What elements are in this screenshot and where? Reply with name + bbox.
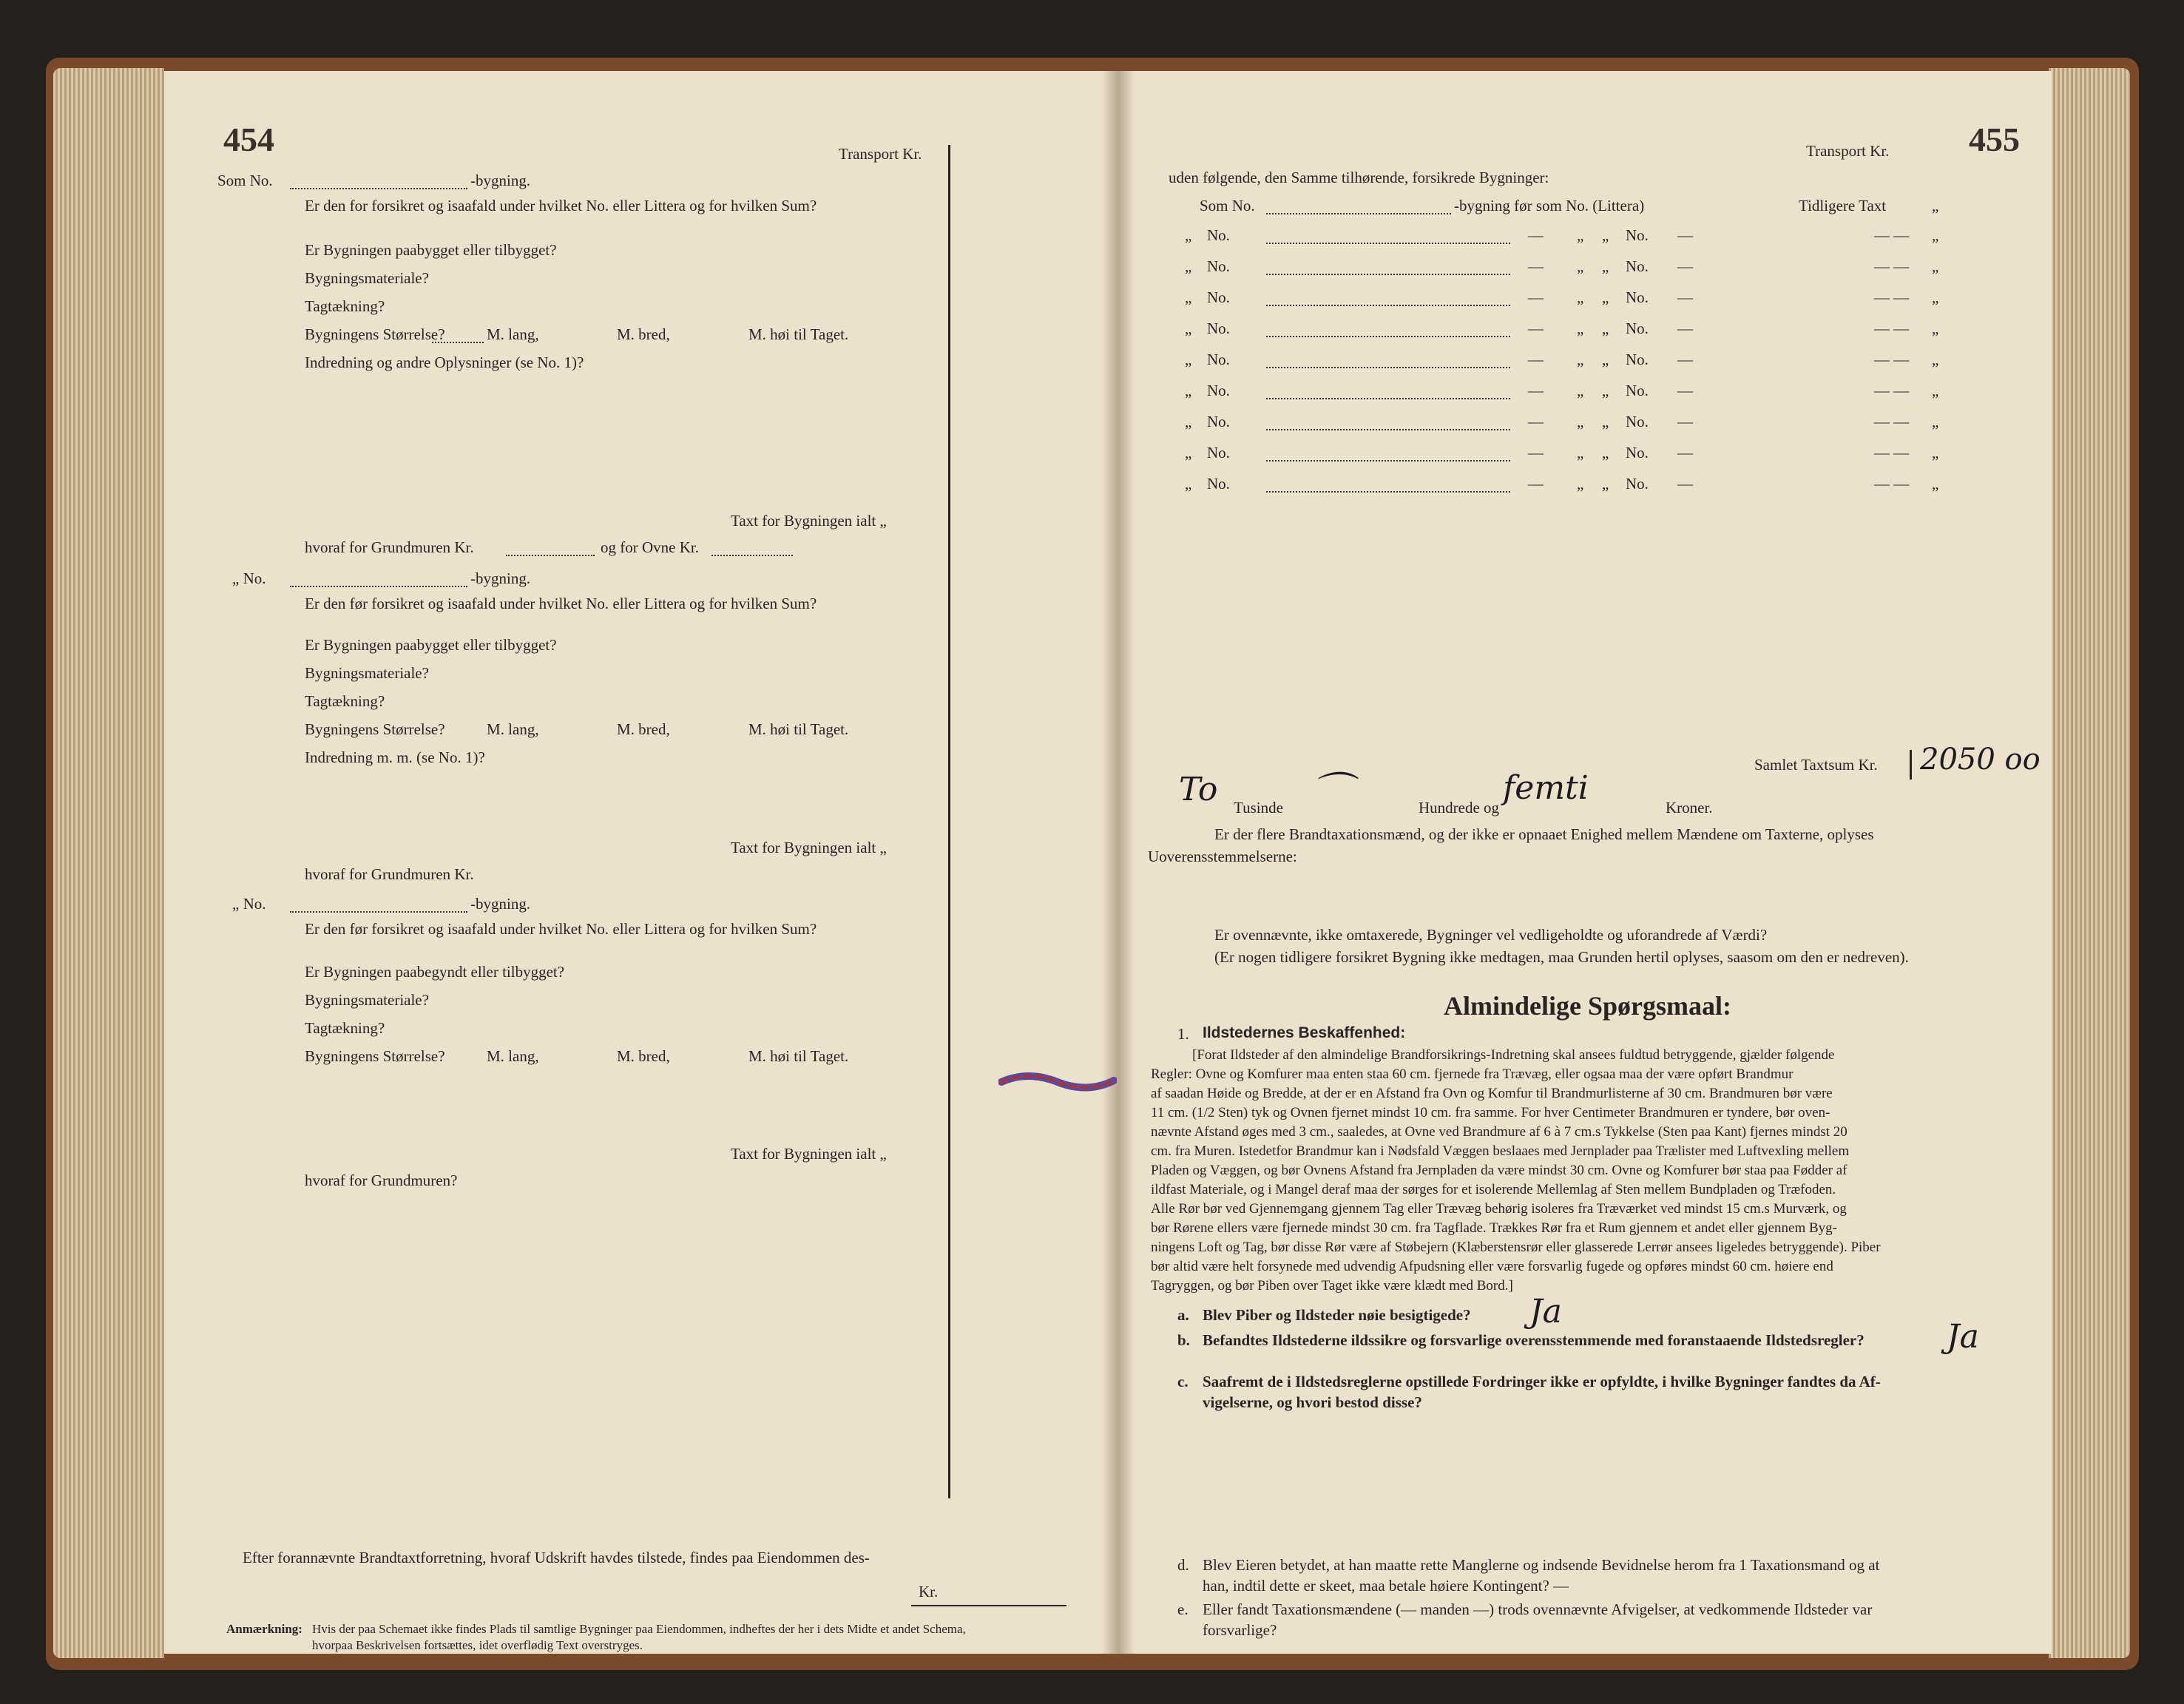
table-head-bygning: -bygning før som No. (Littera): [1454, 197, 1645, 214]
table-cell-d3: „: [1602, 288, 1609, 306]
table-head-som: Som No.: [1200, 197, 1255, 214]
grundmuren-label: hvoraf for Grundmuren?: [305, 1172, 458, 1189]
question-d-text: Blev Eieren betydet, at han maatte rette Manglerne og indsende Bevidnelse herom fra 1 Taxationsmand og at: [1203, 1556, 1880, 1574]
table-cell-d3: „: [1602, 226, 1609, 244]
regler-line: cm. fra Muren. Istedetfor Brandmur kan i Nødsfald Væggen beslaaes med Jernplader paa Trælister med Luftvexling mellem: [1151, 1143, 1850, 1159]
table-cell-d5: — —: [1874, 444, 1910, 462]
samlet-amount: 2050 oo: [1920, 743, 2041, 777]
table-cell-d4: —: [1677, 413, 1693, 430]
measure-bred: M. bred,: [617, 1047, 670, 1065]
table-cell-d2: „: [1577, 351, 1584, 368]
table-cell-d1: —: [1528, 444, 1544, 462]
grundmuren-label: hvoraf for Grundmuren Kr.: [305, 865, 474, 883]
regler-line: af saadan Høide og Bredde, at der er en Afstand fra Ovn og Komfur til Brandmurlisterne af 30 cm. Brandmuren bør være: [1151, 1086, 1833, 1101]
question-e-text-2: forsvarlige?: [1203, 1621, 1277, 1639]
measure-hoi: M. høi til Taget.: [748, 720, 849, 738]
ovennaevnte-text: Er ovennævnte, ikke omtaxerede, Bygninger vel vedligeholdte og uforandrede af Værdi?: [1214, 926, 1768, 944]
flere-text: Er der flere Brandtaxationsmænd, og der ikke er opnaaet Enighed mellem Mændene om Taxterne, oplyses: [1214, 825, 1874, 843]
table-cell-d1: —: [1528, 226, 1544, 244]
table-cell-end: „: [1932, 413, 1939, 430]
table-cell-no2: No.: [1626, 444, 1649, 462]
section-number: 1.: [1177, 1025, 1189, 1043]
table-cell-end: „: [1932, 475, 1939, 493]
bygning-label: -bygning.: [470, 895, 531, 913]
table-cell-d4: —: [1677, 351, 1693, 368]
question-forsikret: Er den før forsikret og isaafald under hvilket No. eller Littera og for hvilken Sum?: [305, 920, 817, 938]
table-cell-no2: No.: [1626, 382, 1649, 399]
table-cell-no: No.: [1207, 351, 1230, 368]
table-cell-d3: „: [1602, 382, 1609, 399]
intro-text: uden følgende, den Samme tilhørende, forsikrede Bygninger:: [1169, 169, 1549, 186]
table-cell-end: „: [1932, 382, 1939, 399]
question-d-label: d.: [1177, 1556, 1189, 1574]
measure-lang: M. lang,: [487, 720, 539, 738]
table-cell-end: „: [1932, 320, 1939, 337]
table-cell-d2: „: [1577, 413, 1584, 430]
bygning-label: -bygning.: [470, 172, 531, 189]
bygning-label: -bygning.: [470, 569, 531, 587]
table-cell-q: „: [1185, 444, 1192, 462]
regler-line: 11 cm. (1/2 Sten) tyk og Ovnen fjernet mindst 10 cm. fra samme. For hver Centimeter Brandmuren er tyndere, bør oven-: [1151, 1105, 1830, 1120]
question-forsikret: Er den før forsikret og isaafald under hvilket No. eller Littera og for hvilken Sum?: [305, 595, 817, 612]
measure-bred: M. bred,: [617, 325, 670, 343]
table-cell-no: No.: [1207, 257, 1230, 275]
table-cell-d1: —: [1528, 475, 1544, 493]
field-line: [1266, 429, 1510, 430]
question-tag: Tagtækning?: [305, 692, 385, 710]
table-cell-d5: — —: [1874, 320, 1910, 337]
answer-b: Ja: [1947, 1318, 1979, 1356]
kroner-label: Kroner.: [1666, 799, 1713, 816]
field-line: [1266, 274, 1510, 275]
question-materiale: Bygningsmateriale?: [305, 664, 429, 682]
right-page: [1118, 71, 2052, 1654]
bookmark-thread: [998, 1069, 1117, 1095]
taxt-line: Taxt for Bygningen ialt „: [731, 512, 887, 530]
table-cell-end: „: [1932, 226, 1939, 244]
table-cell-q: „: [1185, 257, 1192, 275]
transport-label-left: Transport Kr.: [839, 145, 922, 163]
table-cell-d5: — —: [1874, 475, 1910, 493]
measure-hoi: M. høi til Taget.: [748, 1047, 849, 1065]
table-cell-no2: No.: [1626, 257, 1649, 275]
table-cell-d4: —: [1677, 444, 1693, 462]
table-cell-d1: —: [1528, 382, 1544, 399]
regler-line: [Forat Ildsteder af den almindelige Brandforsikrings-Indretning skal ansees fuldtud betryggende, gjælder følgende: [1192, 1047, 1835, 1063]
table-cell-end: „: [1932, 444, 1939, 462]
question-e-text: Eller fandt Taxationsmændene (— manden —) trods ovennævnte Afvigelser, at vedkommende Ildsteder var: [1203, 1600, 1873, 1618]
table-cell-d2: „: [1577, 288, 1584, 306]
som-no-label: „ No.: [232, 569, 266, 587]
table-cell-no2: No.: [1626, 351, 1649, 368]
table-cell-d2: „: [1577, 444, 1584, 462]
ovennaevnte-text-2: (Er nogen tidligere forsikret Bygning ikke medtagen, maa Grunden hertil oplyses, saasom om den er nedreven).: [1214, 948, 1909, 966]
table-cell-no2: No.: [1626, 413, 1649, 430]
table-cell-d4: —: [1677, 320, 1693, 337]
footer-kr: Kr.: [919, 1583, 939, 1600]
question-c-text-2: vigelserne, og hvori bestod disse?: [1203, 1393, 1422, 1411]
table-cell-d5: — —: [1874, 226, 1910, 244]
table-cell-no2: No.: [1626, 475, 1649, 493]
som-no-label: Som No.: [217, 172, 273, 189]
question-storrelse: Bygningens Størrelse?: [305, 1047, 445, 1065]
hundrede-label: Hundrede og: [1419, 799, 1500, 816]
regler-line: Regler: Ovne og Komfurer maa enten staa 60 cm. fjernede fra Trævæg, eller ogsaa maa der være opført Brandmur: [1151, 1066, 1793, 1082]
regler-paragraph: [1151, 1046, 2031, 1296]
table-cell-q: „: [1185, 382, 1192, 399]
regler-line: Tagryggen, og bør Piben over Taget ikke være klædt med Bord.]: [1151, 1278, 1513, 1294]
measure-lang: M. lang,: [487, 325, 539, 343]
question-paabygget: Er Bygningen paabygget eller tilbygget?: [305, 241, 557, 259]
question-paabygget: Er Bygningen paabygget eller tilbygget?: [305, 636, 557, 654]
page-edges-right: [2049, 68, 2130, 1658]
table-cell-end: „: [1932, 288, 1939, 306]
table-cell-d1: —: [1528, 413, 1544, 430]
field-line: [1266, 398, 1510, 399]
question-storrelse: Bygningens Størrelse?: [305, 720, 445, 738]
table-cell-q: „: [1185, 475, 1192, 493]
table-cell-d5: — —: [1874, 351, 1910, 368]
section-heading: Almindelige Spørgsmaal:: [1444, 991, 1732, 1021]
question-storrelse: Bygningens Størrelse?: [305, 325, 445, 343]
book-spine: [1102, 71, 1135, 1654]
table-cell-d3: „: [1602, 475, 1609, 493]
table-cell-d3: „: [1602, 320, 1609, 337]
table-cell-d1: —: [1528, 288, 1544, 306]
table-cell-d5: — —: [1874, 413, 1910, 430]
question-tag: Tagtækning?: [305, 1019, 385, 1037]
field-line: [432, 342, 484, 343]
field-line: [711, 555, 793, 556]
taxt-line: Taxt for Bygningen ialt „: [731, 839, 887, 856]
page-number-left: 454: [223, 121, 274, 158]
question-a-text: Blev Piber og Ildsteder nøie besigtigede?: [1203, 1306, 1471, 1324]
table-cell-d2: „: [1577, 382, 1584, 399]
answer-a: Ja: [1529, 1293, 1562, 1331]
section-title: Ildstedernes Beskaffenhed:: [1203, 1024, 1406, 1041]
transport-label-right: Transport Kr.: [1806, 142, 1890, 160]
question-forsikret: Er den for forsikret og isaafald under hvilket No. eller Littera og for hvilken Sum?: [305, 197, 817, 214]
table-cell-d3: „: [1602, 413, 1609, 430]
question-paabygget: Er Bygningen paabegyndt eller tilbygget?: [305, 963, 565, 981]
grundmuren-label: hvoraf for Grundmuren Kr.: [305, 538, 474, 556]
table-head-tidligere: Tidligere Taxt: [1799, 197, 1887, 214]
handwritten-dash: ⌒: [1311, 769, 1352, 817]
flere-text-2: Uoverensstemmelserne:: [1148, 848, 1297, 865]
samlet-label: Samlet Taxtsum Kr.: [1754, 756, 1878, 774]
table-cell-q: „: [1185, 413, 1192, 430]
table-cell-d1: —: [1528, 351, 1544, 368]
regler-line: bør altid være helt forsynede med udvendig Afpudsning eller være forsvarlig fugede og opføres mindst 60 cm. høiere end: [1151, 1259, 1833, 1274]
table-cell-no: No.: [1207, 226, 1230, 244]
field-line: [1266, 336, 1510, 337]
table-cell-d5: — —: [1874, 288, 1910, 306]
field-line: [290, 188, 467, 189]
field-line: [290, 911, 467, 913]
field-line: [1266, 213, 1451, 214]
table-cell-d2: „: [1577, 257, 1584, 275]
table-cell-d4: —: [1677, 475, 1693, 493]
table-cell-no2: No.: [1626, 226, 1649, 244]
field-line: [290, 586, 467, 587]
table-cell-d2: „: [1577, 320, 1584, 337]
table-cell-q: „: [1185, 320, 1192, 337]
question-b-label: b.: [1177, 1331, 1190, 1349]
amount-column-rule: [948, 145, 950, 1498]
page-edges-left: [53, 68, 164, 1658]
som-no-label: „ No.: [232, 895, 266, 913]
anmaerkning-text-2: hvorpaa Beskrivelsen fortsættes, idet overflødig Text overstryges.: [312, 1638, 643, 1652]
regler-line: Alle Rør bør ved Gjennemgang gjennem Tag eller Trævæg behørig isoleres fra Træværket ved mindst 15 cm.s Murværk, og: [1151, 1201, 1847, 1217]
anmaerkning-text: Hvis der paa Schemaet ikke findes Plads til samtlige Bygninger paa Eiendommen, indheftes der her i dets Midte et andet Schema,: [312, 1622, 966, 1636]
measure-bred: M. bred,: [617, 720, 670, 738]
field-line: [506, 555, 595, 556]
table-cell-d1: —: [1528, 320, 1544, 337]
table-cell-d1: —: [1528, 257, 1544, 275]
question-materiale: Bygningsmateriale?: [305, 269, 429, 287]
field-line: [1266, 367, 1510, 368]
table-cell-end: „: [1932, 351, 1939, 368]
regler-line: bør Rørene ellers være fjernede mindst 30 cm. fra Tagflade. Trækkes Rør fra et Rum gjennem et andet eller gjennem Byg-: [1151, 1220, 1838, 1236]
question-tag: Tagtækning?: [305, 297, 385, 315]
table-cell-no: No.: [1207, 320, 1230, 337]
handwritten-femti: femti: [1503, 769, 1589, 807]
table-cell-no2: No.: [1626, 320, 1649, 337]
table-cell-d4: —: [1677, 257, 1693, 275]
page-number-right: 455: [1969, 121, 2020, 158]
table-cell-q: „: [1185, 351, 1192, 368]
taxt-line: Taxt for Bygningen ialt „: [731, 1145, 887, 1163]
table-cell-no: No.: [1207, 288, 1230, 306]
table-cell-d5: — —: [1874, 257, 1910, 275]
question-c-label: c.: [1177, 1373, 1189, 1390]
question-a-label: a.: [1177, 1306, 1189, 1324]
question-b-text: Befandtes Ildstederne ildssikre og forsvarlige overensstemmende med foranstaaende Ildstedsregler?: [1203, 1331, 1864, 1349]
table-cell-q: „: [1185, 226, 1192, 244]
tusinde-label: Tusinde: [1234, 799, 1283, 816]
field-line: [1266, 460, 1510, 462]
regler-line: ningens Loft og Tag, bør disse Rør være af Støbejern (Klæberstensrør eller glasserede Lerrør ansees ligeledes betryggende). Piber: [1151, 1240, 1881, 1255]
table-cell-d2: „: [1577, 226, 1584, 244]
table-cell-d3: „: [1602, 257, 1609, 275]
table-cell-d3: „: [1602, 351, 1609, 368]
question-e-label: e.: [1177, 1600, 1189, 1618]
question-d-text-2: han, indtil dette er skeet, maa betale høiere Kontingent? —: [1203, 1577, 1569, 1595]
footer-text: Efter forannævnte Brandtaxtforretning, hvoraf Udskrift havdes tilstede, findes paa Eiendommen des-: [243, 1549, 870, 1566]
left-page: [164, 71, 1118, 1654]
anmaerkning-label: Anmærkning:: [226, 1622, 302, 1636]
measure-lang: M. lang,: [487, 1047, 539, 1065]
field-line: [1266, 305, 1510, 306]
table-cell-no: No.: [1207, 444, 1230, 462]
table-cell-q: „: [1185, 288, 1192, 306]
regler-line: nævnte Afstand øges med 3 cm., saaledes, at Ovne ved Brandmure af 6 à 7 cm.s Tykkelse (Sten paa Kant) fjernes mindst 20: [1151, 1124, 1847, 1140]
table-cell-d2: „: [1577, 475, 1584, 493]
table-cell-d4: —: [1677, 382, 1693, 399]
question-materiale: Bygningsmateriale?: [305, 991, 429, 1009]
measure-hoi: M. høi til Taget.: [748, 325, 849, 343]
table-head-mark: „: [1932, 197, 1939, 214]
regler-line: ildfast Materiale, og i Mangel deraf maa der sørges for et isolerende Mellemlag af Sten mellem Bundpladen og Træfoden.: [1151, 1182, 1836, 1197]
question-c-text: Saafremt de i Ildstedsreglerne opstillede Fordringer ikke er opfyldte, i hvilke Bygninger fandtes da Af-: [1203, 1373, 1881, 1390]
field-line: [1266, 491, 1510, 493]
question-indredning: Indredning og andre Oplysninger (se No. 1)?: [305, 354, 584, 371]
table-cell-no2: No.: [1626, 288, 1649, 306]
table-cell-d4: —: [1677, 288, 1693, 306]
question-indredning: Indredning m. m. (se No. 1)?: [305, 748, 485, 766]
field-line: [1266, 243, 1510, 244]
table-cell-no: No.: [1207, 413, 1230, 430]
handwritten-to: To: [1179, 771, 1218, 808]
regler-line: Pladen og Væggen, og bør Ovnens Afstand fra Jernpladen da være mindst 30 cm. Ovne og Komfurer bør staa paa Fødder af: [1151, 1163, 1847, 1178]
table-cell-d5: — —: [1874, 382, 1910, 399]
table-cell-d3: „: [1602, 444, 1609, 462]
samlet-rule: [1910, 750, 1912, 780]
table-cell-end: „: [1932, 257, 1939, 275]
ovne-label: og for Ovne Kr.: [601, 538, 699, 556]
table-cell-d4: —: [1677, 226, 1693, 244]
table-cell-no: No.: [1207, 475, 1230, 493]
footer-rule: [911, 1605, 1066, 1606]
table-cell-no: No.: [1207, 382, 1230, 399]
